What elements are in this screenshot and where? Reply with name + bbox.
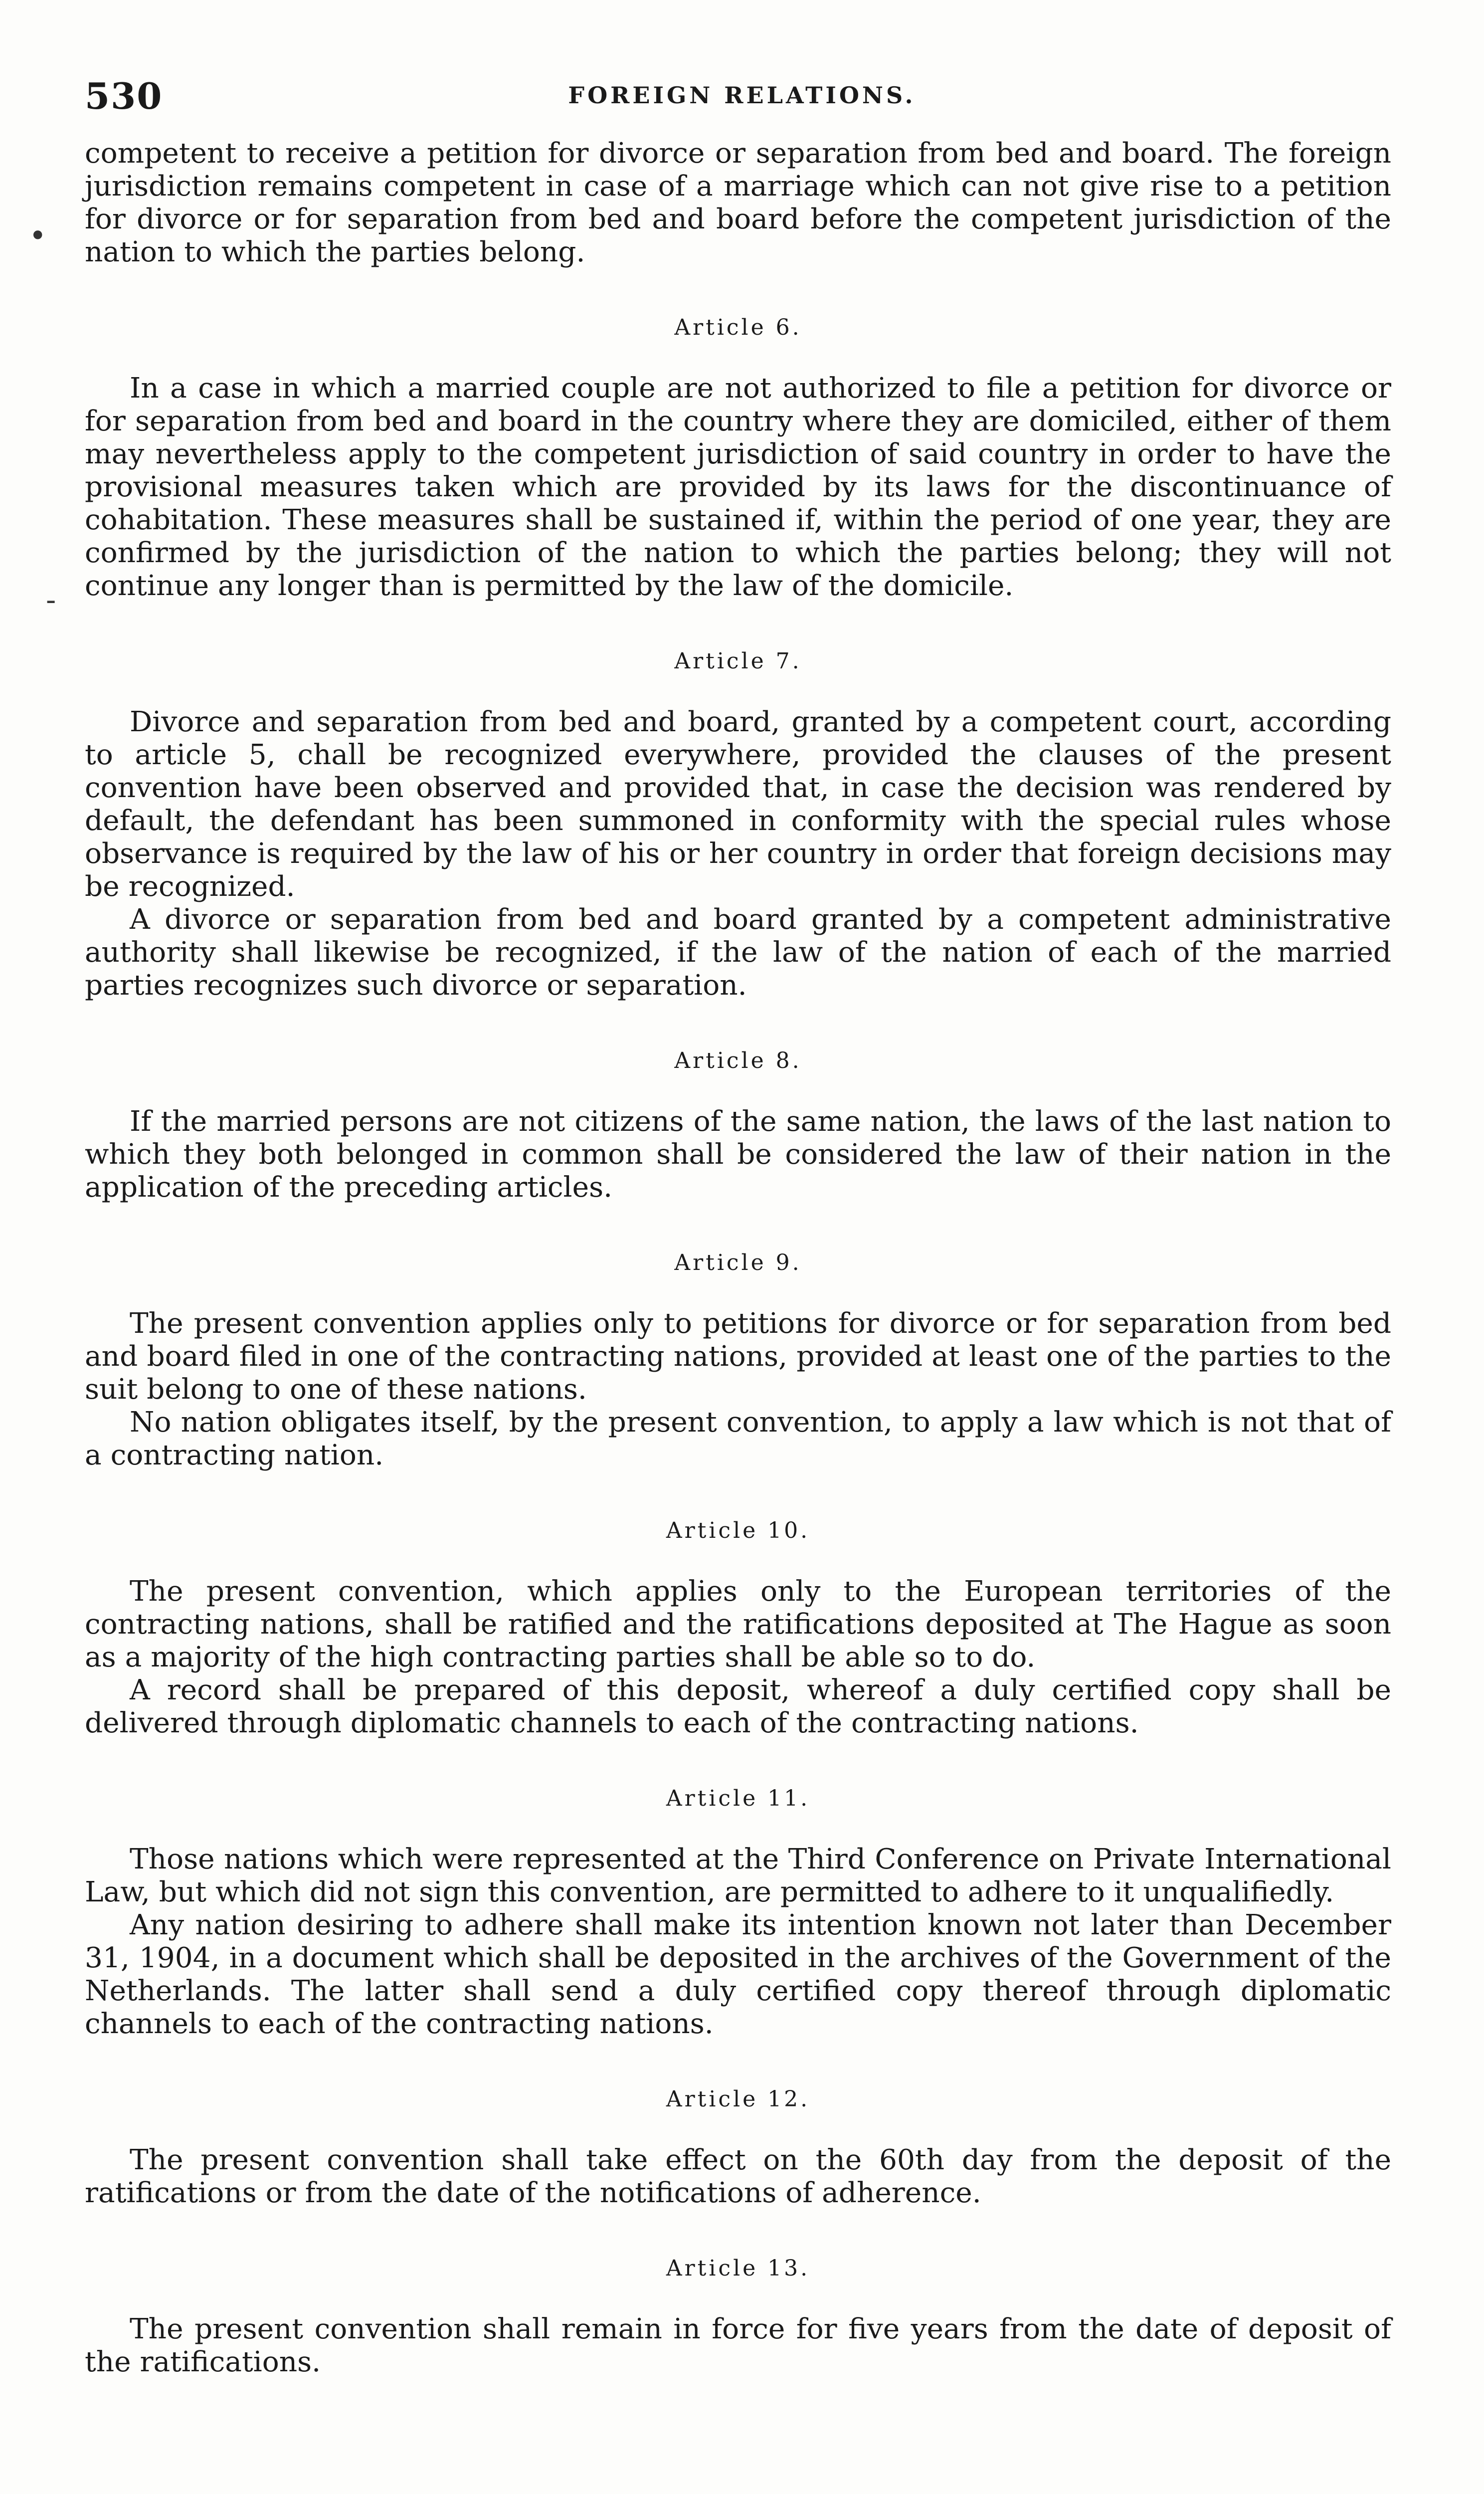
article-heading: Article 13. [666, 2256, 810, 2281]
article-paragraph: The present convention shall take effect on the 60th day from the deposit of the ratifications or from the date of the notifications of adherence. [85, 2144, 1391, 2209]
article-paragraph: In a case in which a married couple are not authorized to file a petition for divorce or for separation from bed and board in the country where they are domiciled, either of them may nevertheless apply to the competent jurisdiction of said country in order to have the provisional measures taken which are provided by its laws for the discontinuance of cohabitation. These measures shall be sustained if, within the period of one year, they are confirmed by the jurisdiction of the nation to which the parties belong; they will not continue any longer than is permitted by the law of the domicile. [85, 372, 1391, 602]
article-paragraph: No nation obligates itself, by the present convention, to apply a law which is not that of a contracting nation. [85, 1406, 1391, 1471]
article-heading: Article 11. [666, 1786, 810, 1811]
margin-bullet-mark: • [29, 218, 47, 253]
page-number: 530 [85, 75, 163, 117]
article-paragraph: A divorce or separation from bed and board granted by a competent administrative authority shall likewise be recognized, if the law of the nation of each of the married parties recognizes such divorce or separation. [85, 903, 1391, 1002]
article-heading: Article 9. [674, 1250, 802, 1275]
article-heading: Article 10. [666, 1518, 810, 1543]
article-heading: Article 7. [674, 648, 802, 674]
article-paragraph: The present convention, which applies only to the European territories of the contracting nations, shall be ratified and the ratifications deposited at The Hague as soon as a majority of the high contracting parties shall be able so to do. [85, 1575, 1391, 1673]
article-paragraph: The present convention applies only to petitions for divorce or for separation from bed and board filed in one of the contracting nations, provided at least one of the parties to the suit belong to one of these nations. [85, 1307, 1391, 1406]
article-8 [85, 1048, 1391, 1204]
article-13 [85, 2256, 1391, 2379]
article-10 [85, 1518, 1391, 1740]
article-6 [85, 315, 1391, 603]
article-paragraph: A record shall be prepared of this deposit, whereof a duly certified copy shall be delivered through diplomatic channels to each of the contracting nations. [85, 1674, 1391, 1739]
article-heading: Article 12. [666, 2086, 810, 2112]
article-paragraph: Any nation desiring to adhere shall make its intention known not later than December 31, 1904, in a document which shall be deposited in the archives of the Government of the Netherlands. The latter shall send a duly certified copy thereof through diplomatic channels to each of the contracting nations. [85, 1909, 1391, 2040]
article-9 [85, 1250, 1391, 1472]
document-body [85, 137, 1391, 2379]
margin-dash-mark: - [46, 583, 56, 618]
article-12 [85, 2086, 1391, 2210]
article-paragraph: The present convention shall remain in force for five years from the date of deposit of the ratifications. [85, 2313, 1391, 2378]
running-head: FOREIGN RELATIONS. [568, 82, 916, 109]
article-heading: Article 8. [674, 1048, 802, 1073]
article-11 [85, 1786, 1391, 2041]
article-paragraph: If the married persons are not citizens of the same nation, the laws of the last nation to which they both belonged in common shall be considered the law of their nation in the application of the preceding articles. [85, 1105, 1391, 1204]
article-paragraph: Divorce and separation from bed and board, granted by a competent court, according to article 5, chall be recognized everywhere, provided the clauses of the present convention have been observed and provided that, in case the decision was rendered by default, the defendant has been summoned in conformity with the special rules whose observance is required by the law of his or her country in order that foreign decisions may be recognized. [85, 706, 1391, 903]
article-paragraph: Those nations which were represented at the Third Conference on Private International Law, but which did not sign this convention, are permitted to adhere to it unqualifiedly. [85, 1843, 1391, 1908]
page-header [70, 75, 1414, 120]
article-heading: Article 6. [674, 315, 802, 340]
continuation-paragraph: competent to receive a petition for divorce or separation from bed and board. The foreign jurisdiction remains competent in case of a marriage which can not give rise to a petition for divorce or for separation from bed and board before the competent jurisdiction of the nation to which the parties belong. [85, 137, 1391, 268]
article-7 [85, 648, 1391, 1002]
